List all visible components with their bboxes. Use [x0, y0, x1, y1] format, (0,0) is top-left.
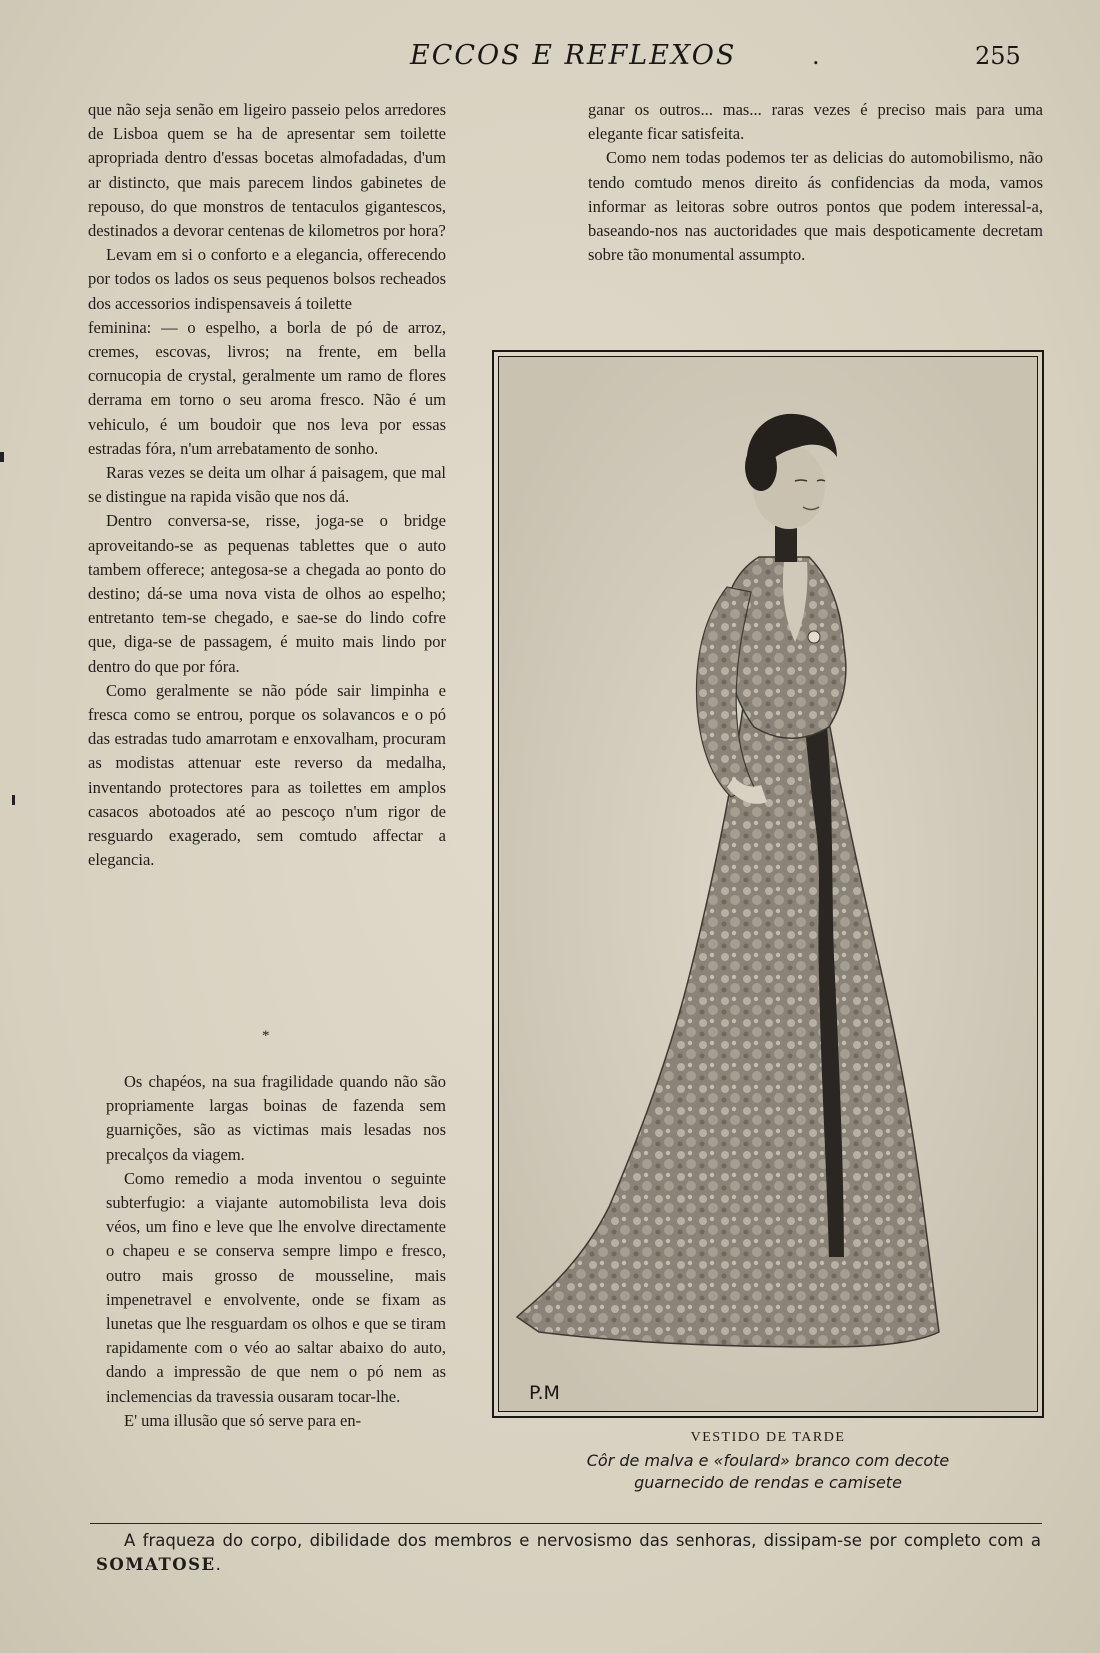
left-column-upper	[88, 98, 446, 873]
paragraph: feminina: — o espelho, a borla de pó de arroz, cremes, escovas, livros; na frente, em bella cornucopia de crystal, geralmente um ramo de flores derrama em torno o seu aroma fresco. Não é um vehiculo, é um boudoir que nos leva por essas estradas fóra, n'um arrebatamento de sonho.	[88, 317, 446, 458]
fashion-photo	[498, 356, 1038, 1412]
caption-line-1: Côr de malva e «foulard» branco com decote	[586, 1451, 950, 1470]
caption-title: VESTIDO DE TARDE	[690, 1430, 846, 1445]
paragraph: Como geralmente se não póde sair limpinha e fresca como se entrou, porque os solavancos e o pó das estradas tudo amarrotam e enxovalham, procuram as modistas attenuar este reverso da medalha, inventando protectores para as toilettes em amplos casacos abotoados até ao pescoço n'um rigor de resguardo exagerado, sem comtudo affectar a elegancia.	[88, 680, 446, 870]
running-dot: .	[812, 42, 820, 70]
paragraph: Como remedio a moda inventou o seguinte subterfugio: a viajante automobilista leva dois véos, um fino e leve que lhe envolve directamente o chapeu e se conserva sempre limpo e fresco, outro mais grosso de mousseline, mais impenetravel e envolvente, onde se fixam as lunetas que lhe resguardam os olhos e que se tiram rapidamente com o véo ao saltar abaixo do auto, dando a impressão de que nem o pó nem as inclemencias da travessia ousaram tocar-lhe.	[106, 1168, 446, 1406]
footer-advertisement	[96, 1529, 1041, 1577]
paragraph: Raras vezes se deita um olhar á paisagem, que mal se distingue na rapida visão que nos dá.	[88, 463, 446, 507]
running-header	[0, 40, 1100, 76]
scan-edge-mark	[0, 452, 4, 462]
photo-frame	[492, 350, 1044, 1418]
section-separator: *	[262, 1028, 270, 1044]
left-column-lower	[106, 1070, 446, 1433]
right-column	[588, 98, 1043, 267]
advert-text: A fraqueza do corpo, dibilidade dos membros e nervosismo das senhoras, dissipam-se por completo com a	[124, 1531, 1041, 1550]
paragraph: Levam em si o conforto e a elegancia, offerecendo por todos os lados os seus pequenos bolsos recheados dos accessorios indispensaveis á toilette	[88, 245, 446, 313]
footer-rule	[90, 1523, 1042, 1524]
photo-caption	[492, 1430, 1044, 1494]
paragraph: Como nem todas podemos ter as delicias do automobilismo, não tendo comtudo menos direito ás confidencias da moda, vamos informar as leitoras sobre outros pontos que podem interessal-a, baseando-nos nas auctoridades que mais despoticamente decretam sobre tão monumental assumpto.	[588, 148, 1043, 265]
scan-edge-mark	[12, 795, 15, 805]
paragraph: Dentro conversa-se, risse, joga-se o bridge aproveitando-se as pequenas tablettes que o auto tambem offerece; antegosa-se a chegada ao ponto do destino; dá-se uma nova vista de olhos ao espelho; entretanto tem-se chegado, e sae-se do lindo cofre que, diga-se de passagem, é muito mais lindo por dentro do que por fóra.	[88, 511, 446, 676]
caption-line-2: guarnecido de rendas e camisete	[634, 1473, 902, 1492]
running-title: ECCOS E REFLEXOS	[410, 40, 737, 71]
paragraph: E' uma illusão que só serve para en-	[124, 1410, 362, 1430]
paragraph: Os chapéos, na sua fragilidade quando não são propriamente largas boinas de fazenda sem guarnições, são as victimas mais lesadas nos precalços da viagem.	[106, 1072, 446, 1164]
woman-in-gown-illustration	[499, 357, 1038, 1412]
advert-brand: SOMATOSE	[96, 1555, 216, 1574]
artist-monogram: P.M	[529, 1382, 560, 1404]
page-number: 255	[975, 42, 1021, 70]
advert-end: .	[215, 1555, 221, 1574]
paragraph: ganar os outros... mas... raras vezes é preciso mais para uma elegante ficar satisfeita.	[588, 100, 1043, 144]
paragraph: que não seja senão em ligeiro passeio pelos arredores de Lisboa quem se ha de apresentar sem toilette apropriada dentro d'essas bocetas almofadadas, d'um ar distincto, que mais parecem lindos gabinetes de repouso, do que monstros de tentaculos gigantescos, destinados a devorar centenas de kilometros por hora?	[88, 100, 446, 241]
